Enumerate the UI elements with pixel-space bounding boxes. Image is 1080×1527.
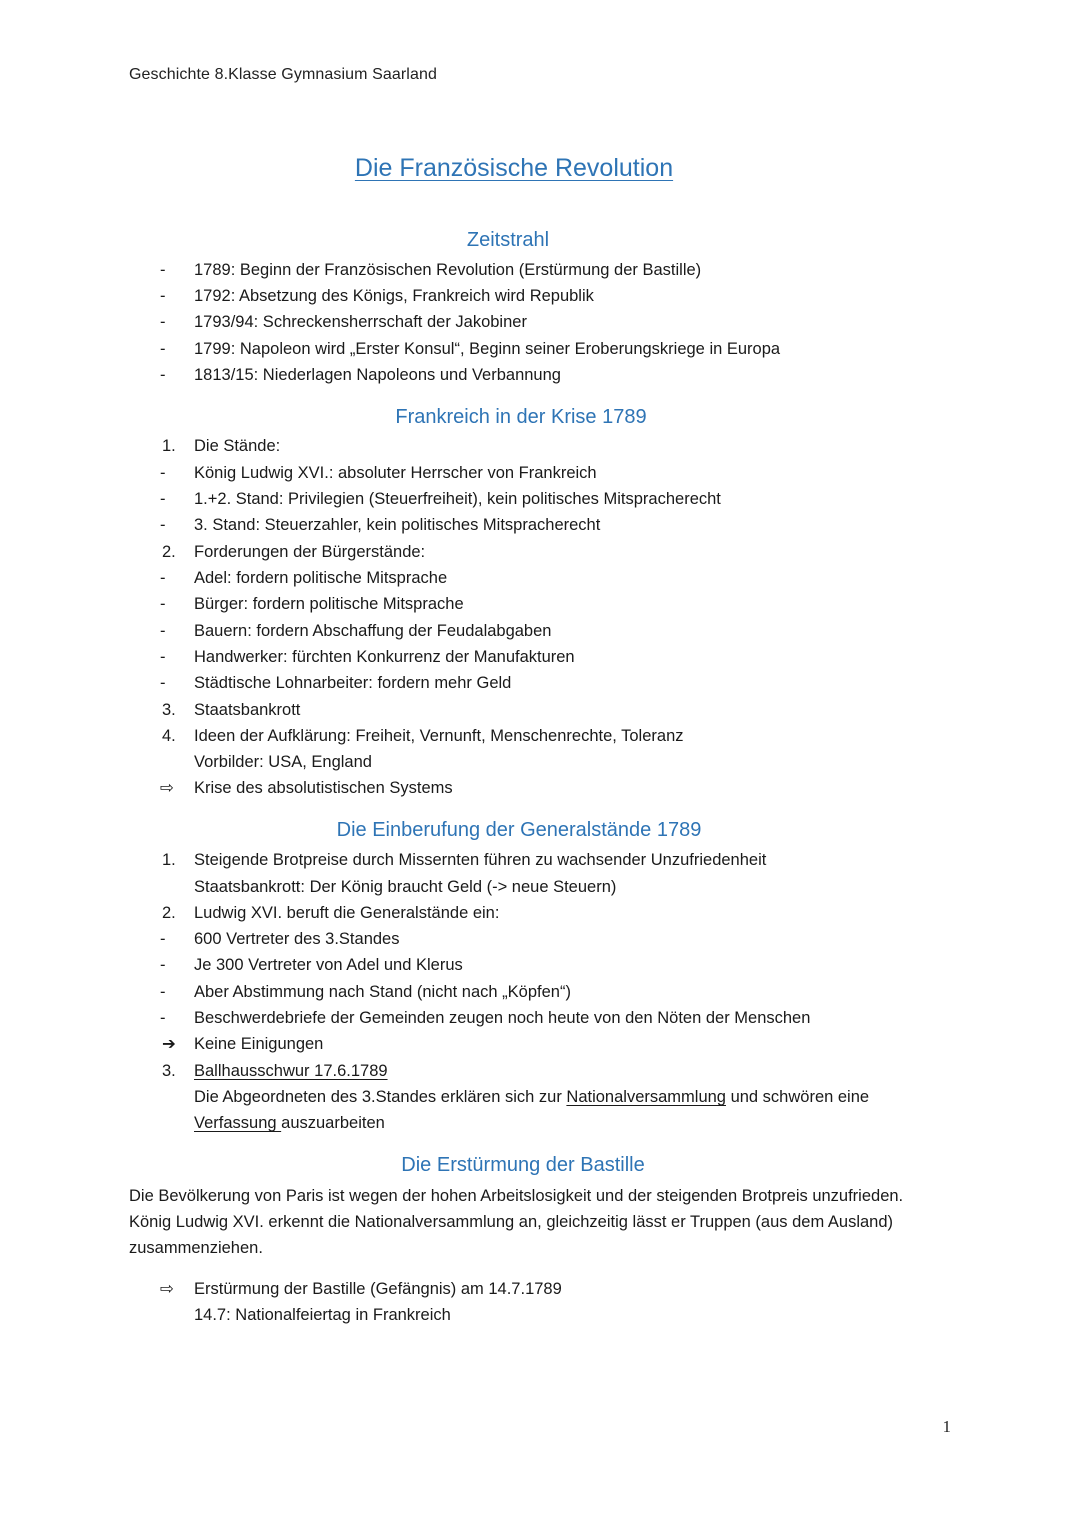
bullet-dash: - bbox=[160, 313, 166, 331]
list-item: Staatsbankrott bbox=[194, 701, 301, 719]
bullet-dash: - bbox=[160, 956, 166, 974]
arrow-right-icon: ⇨ bbox=[160, 779, 174, 797]
bullet-dash: - bbox=[160, 569, 166, 587]
list-item: 3. Stand: Steuerzahler, kein politisches Mitspracherecht bbox=[194, 516, 601, 534]
bullet-dash: - bbox=[160, 287, 166, 305]
list-number: 2. bbox=[162, 543, 176, 561]
bullet-dash: - bbox=[160, 366, 166, 384]
conclusion-text: Erstürmung der Bastille (Gefängnis) am 14.7.1789 bbox=[194, 1280, 562, 1298]
list-item: Aber Abstimmung nach Stand (nicht nach „Köpfen“) bbox=[194, 983, 571, 1001]
page-title: Die Französische Revolution bbox=[354, 154, 674, 182]
section-heading-krise: Frankreich in der Krise 1789 bbox=[395, 406, 647, 428]
arrow-right-icon: ⇨ bbox=[160, 1280, 174, 1298]
list-number: 4. bbox=[162, 727, 176, 745]
list-item: Ballhausschwur 17.6.1789 bbox=[194, 1062, 388, 1080]
text-fragment: auszuarbeiten bbox=[281, 1114, 385, 1132]
bullet-dash: - bbox=[160, 261, 166, 279]
conclusion-text: Krise des absolutistischen Systems bbox=[194, 779, 453, 797]
list-item: Bauern: fordern Abschaffung der Feudalabgaben bbox=[194, 622, 552, 640]
list-number: 3. bbox=[162, 1062, 176, 1080]
result-text: Keine Einigungen bbox=[194, 1035, 324, 1053]
bullet-dash: - bbox=[160, 464, 166, 482]
bullet-dash: - bbox=[160, 648, 166, 666]
list-item: Adel: fordern politische Mitsprache bbox=[194, 569, 448, 587]
section-heading-generalstaende: Die Einberufung der Generalstände 1789 bbox=[336, 819, 702, 841]
bullet-dash: - bbox=[160, 983, 166, 1001]
list-item: Städtische Lohnarbeiter: fordern mehr Geld bbox=[194, 674, 512, 692]
bullet-dash: - bbox=[160, 674, 166, 692]
arrow-right-icon: ➔ bbox=[162, 1035, 176, 1053]
list-item-continuation: Staatsbankrott: Der König braucht Geld (-> neue Steuern) bbox=[194, 878, 617, 896]
list-item: 1.+2. Stand: Privilegien (Steuerfreiheit), kein politisches Mitspracherecht bbox=[194, 490, 721, 508]
list-item: Steigende Brotpreise durch Missernten führen zu wachsender Unzufriedenheit bbox=[194, 851, 767, 869]
list-item: 600 Vertreter des 3.Standes bbox=[194, 930, 400, 948]
bullet-dash: - bbox=[160, 595, 166, 613]
list-number: 1. bbox=[162, 851, 176, 869]
list-item-continuation bbox=[194, 1087, 869, 1107]
underlined-term: Nationalversammlung bbox=[566, 1088, 726, 1106]
list-number: 2. bbox=[162, 904, 176, 922]
list-item: 1789: Beginn der Französischen Revolution (Erstürmung der Bastille) bbox=[194, 261, 702, 279]
list-item: König Ludwig XVI.: absoluter Herrscher von Frankreich bbox=[194, 464, 597, 482]
bullet-dash: - bbox=[160, 516, 166, 534]
list-item: Ideen der Aufklärung: Freiheit, Vernunft, Menschenrechte, Toleranz bbox=[194, 727, 684, 745]
list-item: 1799: Napoleon wird „Erster Konsul“, Beginn seiner Eroberungskriege in Europa bbox=[194, 340, 781, 358]
body-paragraph: Die Bevölkerung von Paris ist wegen der hohen Arbeitslosigkeit und der steigenden Brotpreis unzufrieden. König Ludwig XVI. erkennt die Nationalversammlung an, gleichzeitig lässt er Truppen (aus dem Ausland) zusammenziehen. bbox=[129, 1187, 904, 1257]
bullet-dash: - bbox=[160, 1009, 166, 1027]
section-heading-zeitstrahl: Zeitstrahl bbox=[466, 229, 550, 251]
list-item: Handwerker: fürchten Konkurrenz der Manufakturen bbox=[194, 648, 575, 666]
bullet-dash: - bbox=[160, 622, 166, 640]
conclusion-continuation: 14.7: Nationalfeiertag in Frankreich bbox=[194, 1306, 451, 1324]
list-number: 1. bbox=[162, 437, 176, 455]
list-item-continuation: Vorbilder: USA, England bbox=[194, 753, 372, 771]
list-item: 1813/15: Niederlagen Napoleons und Verbannung bbox=[194, 366, 561, 384]
list-item: Beschwerdebriefe der Gemeinden zeugen noch heute von den Nöten der Menschen bbox=[194, 1009, 811, 1027]
list-item: Ludwig XVI. beruft die Generalstände ein: bbox=[194, 904, 500, 922]
list-item: 1793/94: Schreckensherrschaft der Jakobiner bbox=[194, 313, 527, 331]
list-item: Forderungen der Bürgerstände: bbox=[194, 543, 426, 561]
bullet-dash: - bbox=[160, 340, 166, 358]
list-item: 1792: Absetzung des Königs, Frankreich wird Republik bbox=[194, 287, 594, 305]
list-number: 3. bbox=[162, 701, 176, 719]
list-item: Bürger: fordern politische Mitsprache bbox=[194, 595, 464, 613]
list-item-continuation bbox=[194, 1113, 385, 1133]
underlined-term: Verfassung bbox=[194, 1114, 282, 1132]
list-item: Je 300 Vertreter von Adel und Klerus bbox=[194, 956, 463, 974]
bullet-dash: - bbox=[160, 490, 166, 508]
bullet-dash: - bbox=[160, 930, 166, 948]
page-header: Geschichte 8.Klasse Gymnasium Saarland bbox=[129, 66, 437, 83]
page-number: 1 bbox=[942, 1417, 951, 1436]
text-fragment: Die Abgeordneten des 3.Standes erklären sich zur bbox=[194, 1088, 567, 1106]
list-item: Die Stände: bbox=[194, 437, 281, 455]
section-heading-bastille: Die Erstürmung der Bastille bbox=[401, 1154, 645, 1176]
text-fragment: und schwören eine bbox=[725, 1088, 870, 1106]
